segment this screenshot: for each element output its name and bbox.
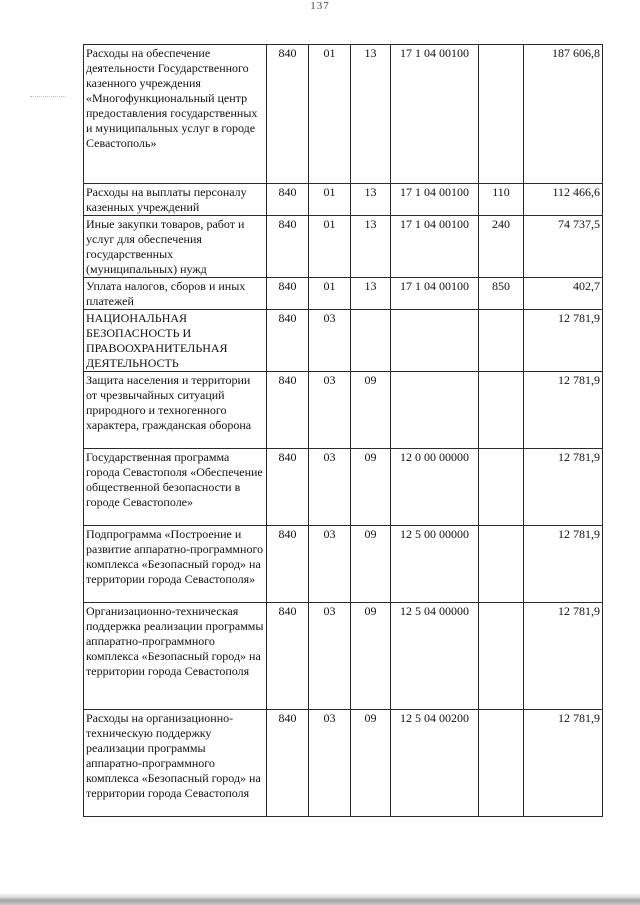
table-row <box>84 603 603 710</box>
row-name: Подпрограмма «Построение и развитие аппаратно-программного комплекса «Безопасный город» на территории города Севастополя» <box>84 526 267 603</box>
row-sum: 12 781,9 <box>524 710 603 817</box>
table-row <box>84 710 603 817</box>
row-vr <box>479 603 524 710</box>
row-pr: 09 <box>351 526 391 603</box>
row-csr: 12 0 00 00000 <box>391 449 479 526</box>
row-vr: 240 <box>479 216 524 278</box>
row-rz: 03 <box>309 603 351 710</box>
table-row <box>84 449 603 526</box>
budget-table <box>83 44 603 817</box>
row-name: Расходы на выплаты персоналу казенных учреждений <box>84 184 267 216</box>
row-csr: 17 1 04 00100 <box>391 278 479 310</box>
table-row <box>84 216 603 278</box>
row-csr: 17 1 04 00100 <box>391 216 479 278</box>
row-vr <box>479 526 524 603</box>
row-rz: 03 <box>309 372 351 449</box>
table-row <box>84 278 603 310</box>
table-row <box>84 526 603 603</box>
row-rz: 03 <box>309 310 351 372</box>
row-vr <box>479 372 524 449</box>
row-pr: 13 <box>351 278 391 310</box>
row-csr: 12 5 00 00000 <box>391 526 479 603</box>
row-rz: 03 <box>309 449 351 526</box>
row-ved: 840 <box>267 526 309 603</box>
row-name: Защита населения и территории от чрезвычайных ситуаций природного и техногенного характера, гражданская оборона <box>84 372 267 449</box>
row-ved: 840 <box>267 45 309 184</box>
row-sum: 12 781,9 <box>524 310 603 372</box>
row-vr <box>479 310 524 372</box>
row-ved: 840 <box>267 603 309 710</box>
table-row <box>84 184 603 216</box>
table-row <box>84 372 603 449</box>
row-pr: 13 <box>351 184 391 216</box>
row-csr: 12 5 04 00000 <box>391 603 479 710</box>
row-sum: 402,7 <box>524 278 603 310</box>
table-row <box>84 45 603 184</box>
row-vr <box>479 449 524 526</box>
row-sum: 12 781,9 <box>524 603 603 710</box>
row-rz: 03 <box>309 710 351 817</box>
row-pr: 13 <box>351 216 391 278</box>
row-sum: 12 781,9 <box>524 526 603 603</box>
row-name: НАЦИОНАЛЬНАЯ БЕЗОПАСНОСТЬ И ПРАВООХРАНИТЕЛЬНАЯ ДЕЯТЕЛЬНОСТЬ <box>84 310 267 372</box>
row-ved: 840 <box>267 449 309 526</box>
row-sum: 74 737,5 <box>524 216 603 278</box>
row-name: Организационно-техническая поддержка реализации программы аппаратно-программного комплекса «Безопасный город» на территории города Севастополя <box>84 603 267 710</box>
row-sum: 12 781,9 <box>524 372 603 449</box>
row-name: Государственная программа города Севастополя «Обеспечение общественной безопасности в городе Севастополе» <box>84 449 267 526</box>
row-rz: 01 <box>309 184 351 216</box>
row-name: Уплата налогов, сборов и иных платежей <box>84 278 267 310</box>
row-sum: 12 781,9 <box>524 449 603 526</box>
row-ved: 840 <box>267 216 309 278</box>
row-vr: 110 <box>479 184 524 216</box>
row-rz: 01 <box>309 278 351 310</box>
row-name: Расходы на обеспечение деятельности Государственного казенного учреждения «Многофункциональный центр предоставления государственных и муниципальных услуг в городе Севастополь» <box>84 45 267 184</box>
row-pr: 09 <box>351 710 391 817</box>
row-name: Расходы на организационно-техническую поддержку реализации программы аппаратно-программного комплекса «Безопасный город» на территории города Севастополя <box>84 710 267 817</box>
page-number: 137 <box>310 0 330 12</box>
row-name: Иные закупки товаров, работ и услуг для обеспечения государственных (муниципальных) нужд <box>84 216 267 278</box>
row-sum: 187 606,8 <box>524 45 603 184</box>
row-csr: 12 5 04 00200 <box>391 710 479 817</box>
row-ved: 840 <box>267 372 309 449</box>
row-csr <box>391 372 479 449</box>
row-vr: 850 <box>479 278 524 310</box>
row-ved: 840 <box>267 184 309 216</box>
row-pr: 09 <box>351 603 391 710</box>
table-body <box>84 45 603 817</box>
table-row <box>84 310 603 372</box>
row-csr <box>391 310 479 372</box>
row-ved: 840 <box>267 710 309 817</box>
row-rz: 01 <box>309 45 351 184</box>
margin-mark <box>30 96 66 97</box>
row-pr <box>351 310 391 372</box>
row-csr: 17 1 04 00100 <box>391 184 479 216</box>
row-sum: 112 466,6 <box>524 184 603 216</box>
row-rz: 01 <box>309 216 351 278</box>
row-pr: 09 <box>351 449 391 526</box>
row-pr: 09 <box>351 372 391 449</box>
scan-edge <box>0 893 640 905</box>
row-ved: 840 <box>267 278 309 310</box>
row-pr: 13 <box>351 45 391 184</box>
row-vr <box>479 710 524 817</box>
row-ved: 840 <box>267 310 309 372</box>
row-vr <box>479 45 524 184</box>
row-rz: 03 <box>309 526 351 603</box>
row-csr: 17 1 04 00100 <box>391 45 479 184</box>
